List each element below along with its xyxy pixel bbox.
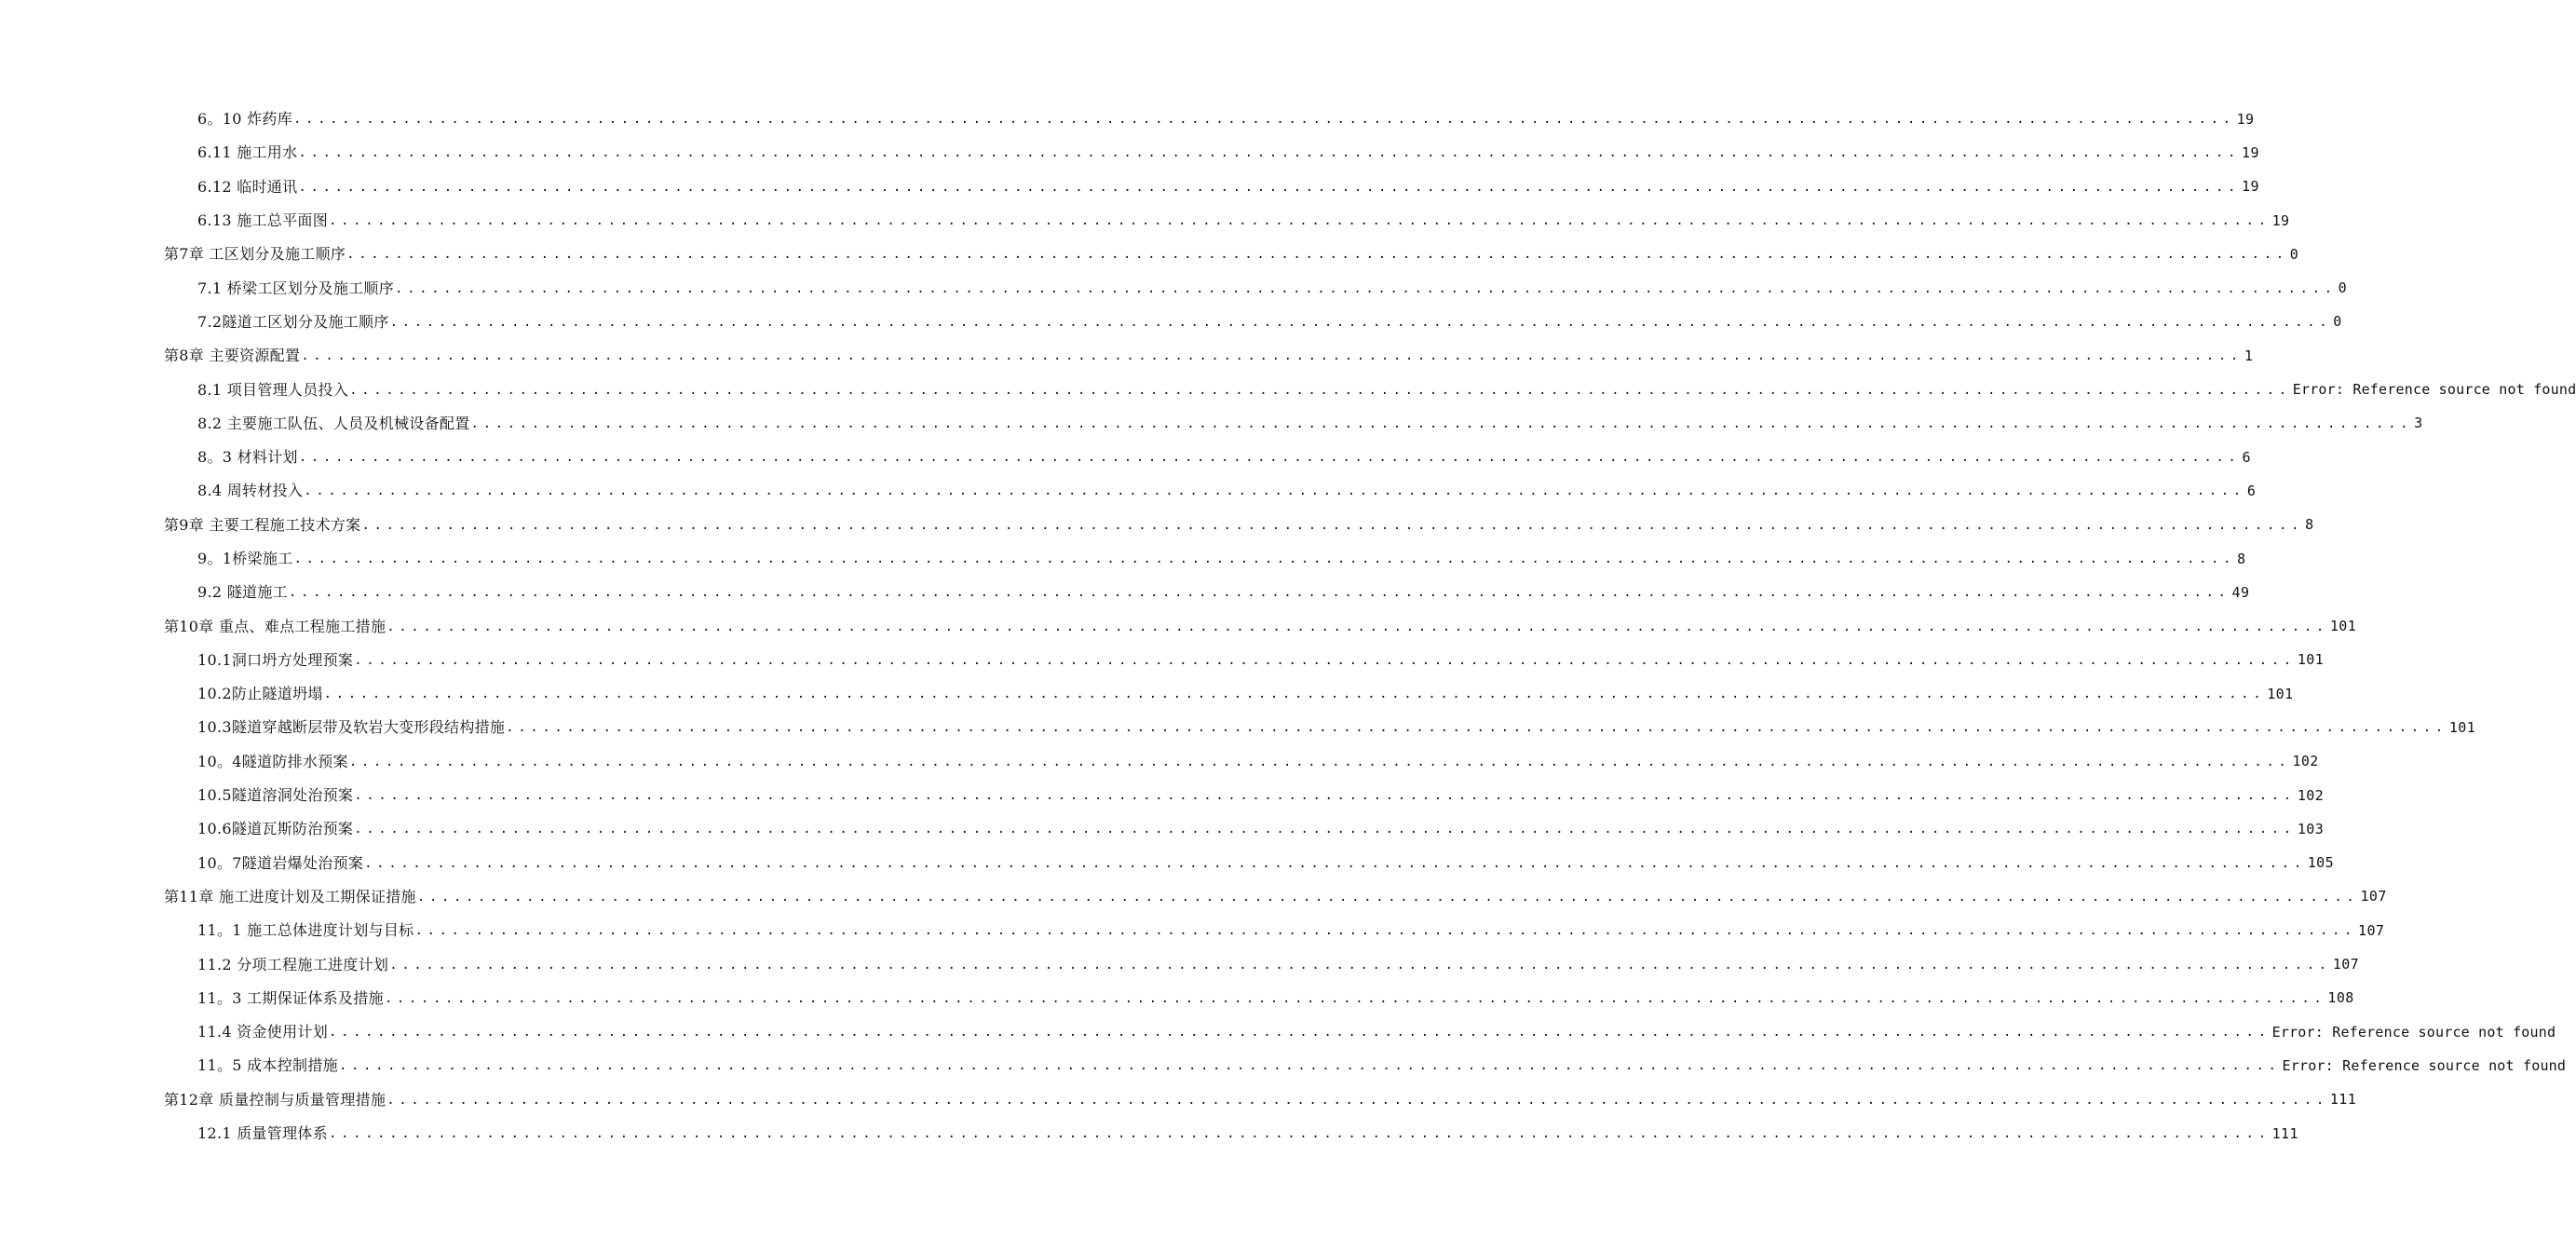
toc-dot-leader: ................................................................................................................................................................ [384,990,2326,1006]
toc-dot-leader: ................................................................................................................................................................ [395,280,2337,296]
toc-chapter-entry[interactable] [0,339,2254,373]
toc-section-entry[interactable] [0,1117,2298,1150]
toc-entry-label: 6.11 施工用水 [197,143,298,162]
toc-section-entry[interactable] [0,1015,2556,1049]
toc-dot-leader: ................................................................................................................................................................ [354,822,2296,837]
toc-page-number: 107 [2360,888,2387,905]
toc-section-entry[interactable] [0,644,2325,677]
toc-page-number: 107 [2332,956,2360,973]
toc-entry-label: 10。7隧道岩爆处治预案 [197,853,364,872]
toc-entry-label: 6.12 临时通讯 [197,177,298,196]
toc-chapter-entry[interactable] [0,509,2314,542]
toc-section-entry[interactable] [0,474,2257,508]
toc-section-entry[interactable] [0,204,2290,238]
toc-dot-leader: ................................................................................................................................................................ [361,517,2304,533]
toc-page-number: 8 [2237,550,2246,567]
toc-section-entry[interactable] [0,947,2360,981]
toc-dot-leader: ................................................................................................................................................................ [354,788,2296,804]
toc-section-entry[interactable] [0,711,2476,744]
toc-page-number: 19 [2236,110,2255,128]
toc-section-entry[interactable] [0,677,2294,711]
toc-entry-label: 6。10 炸药库 [197,110,293,129]
toc-dot-leader: ................................................................................................................................................................ [288,585,2230,601]
toc-dot-leader: ................................................................................................................................................................ [386,619,2328,634]
toc-section-entry[interactable] [0,306,2342,339]
toc-section-entry[interactable] [0,136,2259,170]
toc-section-entry[interactable] [0,271,2348,305]
toc-entry-label: 9.2 隧道施工 [197,583,288,602]
toc-section-entry[interactable] [0,102,2255,136]
toc-page-number: 101 [2448,718,2476,736]
toc-dot-leader: ................................................................................................................................................................ [416,889,2359,905]
toc-page-number: Error: Reference source not found [2271,1023,2556,1041]
toc-dot-leader: ................................................................................................................................................................ [470,415,2413,431]
toc-dot-leader: ................................................................................................................................................................ [414,923,2357,939]
toc-section-entry[interactable] [0,373,2576,406]
toc-entry-label: 11.2 分项工程施工进度计划 [197,955,389,973]
toc-dot-leader: ................................................................................................................................................................ [389,314,2332,330]
toc-chapter-entry[interactable] [0,1083,2357,1117]
toc-page-number: 108 [2327,989,2354,1007]
toc-page-number: 105 [2307,854,2335,872]
toc-page-number: 0 [2338,279,2348,297]
toc-page-number: 1 [2244,347,2254,364]
toc-page-number: 0 [2333,313,2342,331]
toc-page-number: 103 [2297,820,2325,837]
toc-page-number: 102 [2297,786,2325,804]
toc-entry-label: 第8章 主要资源配置 [164,347,301,365]
toc-dot-leader: ................................................................................................................................................................ [386,1092,2328,1108]
toc-dot-leader: ................................................................................................................................................................ [293,112,2235,128]
toc-entry-label: 10.1洞口坍方处理预案 [197,650,354,669]
toc-section-entry[interactable] [0,407,2423,441]
toc-dot-leader: ................................................................................................................................................................ [298,450,2241,466]
toc-entry-label: 第11章 施工进度计划及工期保证措施 [164,887,416,905]
toc-dot-leader: ................................................................................................................................................................ [329,1126,2271,1142]
toc-section-entry[interactable] [0,914,2385,947]
toc-page-number: 19 [2242,143,2259,161]
toc-page-number: 6 [2246,482,2257,499]
toc-section-entry[interactable] [0,812,2325,846]
toc-entry-label: 第7章 工区划分及施工顺序 [164,245,346,264]
toc-entry-label: 第10章 重点、难点工程施工措施 [164,617,386,635]
toc-entry-label: 10.3隧道穿越断层带及软岩大变形段结构措施 [197,718,506,737]
toc-entry-label: 10。4隧道防排水预案 [197,752,348,770]
toc-section-entry[interactable] [0,982,2354,1015]
toc-entry-label: 10.6隧道瓦斯防治预案 [197,820,354,838]
table-of-contents [0,102,2576,1150]
toc-page-number: 107 [2358,921,2385,939]
toc-page-number: 6 [2242,448,2251,466]
toc-page-number: 111 [2329,1091,2357,1109]
toc-dot-leader: ................................................................................................................................................................ [348,754,2291,769]
toc-entry-label: 10.2防止隧道坍塌 [197,685,323,703]
toc-page-number: 49 [2231,583,2250,601]
toc-entry-label: 6.13 施工总平面图 [197,211,329,230]
toc-dot-leader: ................................................................................................................................................................ [329,1025,2271,1041]
toc-dot-leader: ................................................................................................................................................................ [354,652,2296,668]
toc-entry-label: 8.1 项目管理人员投入 [197,380,349,399]
toc-dot-leader: ................................................................................................................................................................ [364,855,2306,871]
toc-entry-label: 11。3 工期保证体系及措施 [197,988,384,1007]
toc-entry-label: 11。1 施工总体进度计划与目标 [197,921,414,940]
toc-dot-leader: ................................................................................................................................................................ [506,720,2447,736]
toc-section-entry[interactable] [0,542,2246,576]
toc-page-number: Error: Reference source not found [2292,381,2576,399]
toc-section-entry[interactable] [0,779,2325,812]
toc-page-number: 19 [2271,211,2290,229]
toc-entry-label: 11。5 成本控制措施 [197,1056,338,1075]
toc-entry-label: 第12章 质量控制与质量管理措施 [164,1090,386,1109]
toc-section-entry[interactable] [0,1049,2567,1082]
toc-dot-leader: ................................................................................................................................................................ [349,382,2291,398]
toc-page-number: 101 [2329,618,2357,635]
toc-page-number: 0 [2289,245,2299,263]
toc-page-number: 3 [2414,415,2423,432]
toc-section-entry[interactable] [0,170,2259,204]
toc-section-entry[interactable] [0,847,2335,880]
toc-page-number: 111 [2271,1124,2298,1142]
toc-entry-label: 8。3 材料计划 [197,448,298,467]
toc-entry-label: 第9章 主要工程施工技术方案 [164,515,361,534]
toc-chapter-entry[interactable] [0,238,2299,271]
toc-page-number: 19 [2242,178,2259,196]
toc-dot-leader: ................................................................................................................................................................ [301,348,2243,364]
toc-dot-leader: ................................................................................................................................................................ [298,179,2241,195]
toc-dot-leader: ................................................................................................................................................................ [323,687,2266,702]
toc-page-number: 101 [2297,651,2325,669]
toc-entry-label: 10.5隧道溶洞处治预案 [197,786,354,805]
toc-dot-leader: ................................................................................................................................................................ [329,213,2271,229]
toc-chapter-entry[interactable] [0,609,2357,643]
toc-page-number: 101 [2267,685,2294,702]
toc-entry-label: 11.4 资金使用计划 [197,1023,329,1041]
toc-page-number: 8 [2305,516,2314,534]
toc-dot-leader: ................................................................................................................................................................ [346,247,2288,263]
toc-entry-label: 7.1 桥梁工区划分及施工顺序 [197,279,395,297]
toc-entry-label: 7.2隧道工区划分及施工顺序 [197,312,389,331]
toc-section-entry[interactable] [0,441,2251,474]
toc-dot-leader: ................................................................................................................................................................ [298,145,2241,161]
toc-chapter-entry[interactable] [0,880,2387,914]
toc-entry-label: 12.1 质量管理体系 [197,1124,329,1143]
toc-page-number: Error: Reference source not found [2282,1056,2567,1074]
toc-dot-leader: ................................................................................................................................................................ [338,1058,2281,1074]
toc-dot-leader: ................................................................................................................................................................ [304,483,2245,499]
toc-section-entry[interactable] [0,576,2250,609]
toc-entry-label: 8.4 周转材投入 [197,482,304,500]
toc-dot-leader: ................................................................................................................................................................ [389,957,2331,973]
toc-dot-leader: ................................................................................................................................................................ [293,551,2236,566]
toc-entry-label: 9。1桥梁施工 [197,550,293,567]
toc-entry-label: 8.2 主要施工队伍、人员及机械设备配置 [197,414,470,432]
toc-page-number: 102 [2292,753,2319,770]
toc-section-entry[interactable] [0,745,2319,779]
